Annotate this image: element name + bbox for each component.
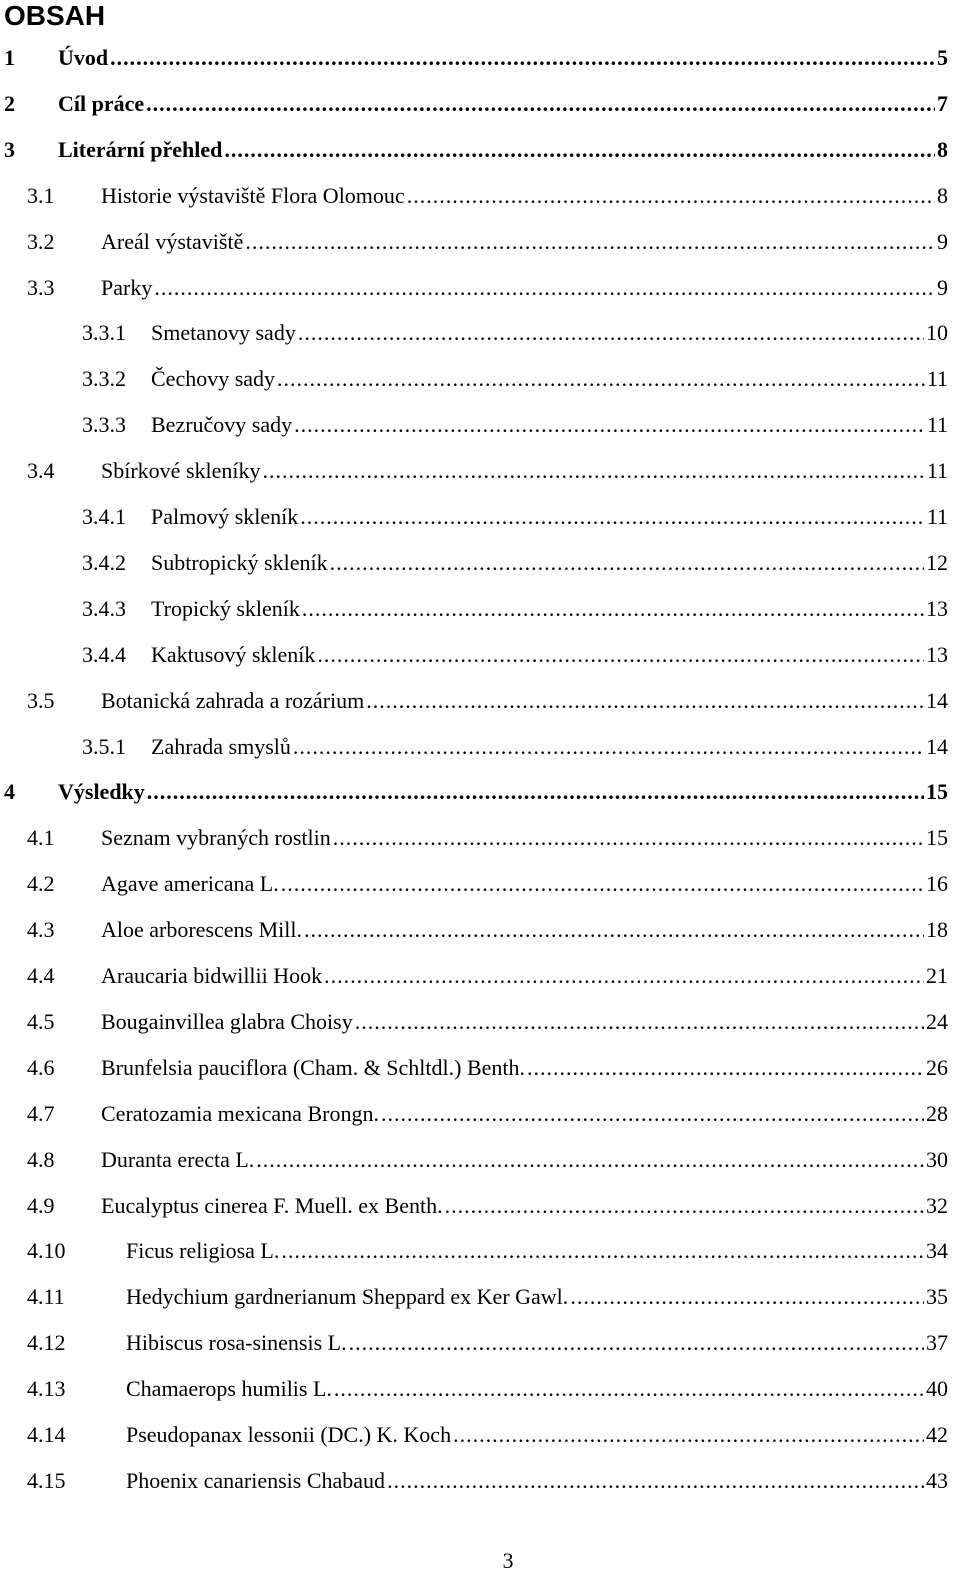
toc-entry[interactable] bbox=[0, 409, 960, 441]
toc-entry-page: 10 bbox=[924, 317, 948, 349]
toc-leader-dots bbox=[300, 501, 925, 533]
toc-leader-dots bbox=[298, 317, 924, 349]
toc-entry-title: Úvod bbox=[58, 42, 110, 74]
toc-leader-dots bbox=[263, 455, 925, 487]
toc-entry-page: 43 bbox=[924, 1465, 948, 1497]
toc-entry-number: 4.9 bbox=[27, 1192, 55, 1218]
toc-entry[interactable] bbox=[0, 501, 960, 533]
toc-entry-page: 11 bbox=[925, 501, 948, 533]
toc-entry-number: 3.4 bbox=[27, 458, 55, 484]
toc-entry-page: 16 bbox=[924, 868, 948, 900]
toc-entry-title: Čechovy sady bbox=[151, 363, 277, 395]
toc-entry-number: 3.3.2 bbox=[82, 366, 126, 392]
toc-entry-page: 26 bbox=[924, 1052, 948, 1084]
toc-entry-number: 3.4.2 bbox=[82, 549, 126, 575]
toc-entry-page: 14 bbox=[924, 685, 948, 717]
toc-leader-dots bbox=[245, 226, 935, 258]
toc-entry[interactable] bbox=[0, 731, 960, 763]
toc-entry-number: 3 bbox=[4, 136, 15, 162]
toc-entry-title: Zahrada smyslů bbox=[151, 731, 293, 763]
toc-entry-number: 3.4.1 bbox=[82, 504, 126, 529]
toc-entry-page: 9 bbox=[935, 226, 948, 258]
toc-entry[interactable] bbox=[0, 1006, 960, 1038]
toc-entry-number: 4 bbox=[4, 779, 15, 805]
toc-entry[interactable] bbox=[0, 639, 960, 671]
toc-entry-number: 4.15 bbox=[27, 1467, 66, 1493]
toc-entry-page: 24 bbox=[924, 1006, 948, 1038]
toc-entry-number: 4.6 bbox=[27, 1054, 55, 1080]
toc-leader-dots bbox=[110, 42, 935, 74]
toc-entry-number: 3.3.1 bbox=[82, 320, 126, 346]
toc-entry-title: Subtropický skleník bbox=[151, 547, 330, 579]
toc-entry-number: 4.12 bbox=[27, 1330, 66, 1356]
toc-entry-title: Sbírkové skleníky bbox=[101, 455, 263, 487]
toc-entry-title: Agave americana L. bbox=[101, 868, 281, 900]
toc-entry-title: Kaktusový skleník bbox=[151, 639, 317, 671]
toc-leader-dots bbox=[277, 363, 925, 395]
toc-leader-dots bbox=[333, 822, 924, 854]
toc-entry-page: 35 bbox=[924, 1281, 948, 1313]
toc-entry-number: 4.2 bbox=[27, 871, 55, 897]
toc-entry-title: Hibiscus rosa-sinensis L. bbox=[126, 1327, 349, 1359]
toc-entry-number: 4.3 bbox=[27, 917, 55, 943]
toc-entry[interactable] bbox=[0, 1419, 960, 1451]
toc-entry-number: 3.1 bbox=[27, 182, 55, 208]
toc-entry-number: 3.3 bbox=[27, 274, 55, 300]
toc-entry-page: 34 bbox=[924, 1235, 948, 1267]
toc-entry-title: Araucaria bidwillii Hook bbox=[101, 960, 324, 992]
toc-entry-title: Ficus religiosa L. bbox=[126, 1235, 281, 1267]
toc-entry-number: 4.10 bbox=[27, 1238, 66, 1264]
toc-leader-dots bbox=[445, 1190, 924, 1222]
toc-entry-title: Ceratozamia mexicana Brongn. bbox=[101, 1098, 381, 1130]
toc-entry-page: 37 bbox=[924, 1327, 948, 1359]
toc-entry-title: Phoenix canariensis Chabaud bbox=[126, 1465, 387, 1497]
toc-entry-number: 4.5 bbox=[27, 1008, 55, 1034]
toc-entry[interactable] bbox=[0, 1098, 960, 1130]
toc-leader-dots bbox=[154, 272, 935, 304]
toc-leader-dots bbox=[349, 1327, 924, 1359]
toc-leader-dots bbox=[281, 1235, 924, 1267]
toc-entry-title: Aloe arborescens Mill. bbox=[101, 914, 304, 946]
toc-entry-title: Smetanovy sady bbox=[151, 317, 298, 349]
toc-entry-page: 18 bbox=[924, 914, 948, 946]
toc-entry-page: 11 bbox=[925, 455, 948, 487]
toc-entry[interactable] bbox=[0, 960, 960, 992]
toc-entry-number: 4.7 bbox=[27, 1100, 55, 1126]
toc-entry[interactable] bbox=[0, 180, 960, 212]
toc-entry-title: Pseudopanax lessonii (DC.) K. Koch bbox=[126, 1419, 453, 1451]
toc-leader-dots bbox=[355, 1006, 924, 1038]
toc-heading: OBSAH bbox=[4, 0, 106, 31]
toc-entry-page: 15 bbox=[924, 776, 948, 808]
toc-entry-page: 13 bbox=[924, 639, 948, 671]
toc-entry-page: 8 bbox=[935, 180, 948, 212]
toc-leader-dots bbox=[387, 1465, 924, 1497]
toc-entry[interactable] bbox=[0, 822, 960, 854]
toc-leader-dots bbox=[330, 547, 924, 579]
toc-entry-page: 15 bbox=[924, 822, 948, 854]
toc-entry-page: 8 bbox=[935, 134, 948, 166]
toc-entry-title: Brunfelsia pauciflora (Cham. & Schltdl.) Benth. bbox=[101, 1052, 527, 1084]
toc-entry-title: Areál výstaviště bbox=[101, 226, 245, 258]
toc-leader-dots bbox=[381, 1098, 924, 1130]
toc-leader-dots bbox=[302, 593, 924, 625]
toc-entry[interactable] bbox=[0, 363, 960, 395]
toc-entry-title: Palmový skleník bbox=[151, 501, 300, 533]
toc-entry[interactable] bbox=[0, 88, 960, 120]
toc-entry[interactable] bbox=[0, 42, 960, 74]
toc-entry-number: 1 bbox=[4, 45, 15, 70]
toc-entry-title: Chamaerops humilis L. bbox=[126, 1373, 334, 1405]
page-number: 3 bbox=[502, 1548, 514, 1573]
toc-entry-page: 13 bbox=[924, 593, 948, 625]
toc-entry-title: Seznam vybraných rostlin bbox=[101, 822, 333, 854]
toc-entry-title: Bougainvillea glabra Choisy bbox=[101, 1006, 355, 1038]
toc-entry-title: Tropický skleník bbox=[151, 593, 302, 625]
toc-entry-title: Eucalyptus cinerea F. Muell. ex Benth. bbox=[101, 1190, 445, 1222]
toc-entry-page: 11 bbox=[925, 363, 948, 395]
toc-leader-dots bbox=[317, 639, 924, 671]
toc-entry-page: 40 bbox=[924, 1373, 948, 1405]
toc-entry-title: Literární přehled bbox=[58, 134, 224, 166]
toc-entry[interactable] bbox=[0, 1465, 960, 1497]
toc-entry-number: 4.1 bbox=[27, 825, 55, 851]
toc-leader-dots bbox=[527, 1052, 924, 1084]
toc-entry-title: Výsledky bbox=[58, 776, 147, 808]
toc-leader-dots bbox=[304, 914, 924, 946]
toc-entry[interactable] bbox=[0, 1052, 960, 1084]
toc-entry[interactable] bbox=[0, 547, 960, 579]
toc-entry[interactable] bbox=[0, 868, 960, 900]
toc-leader-dots bbox=[334, 1373, 924, 1405]
toc-entry-page: 32 bbox=[924, 1190, 948, 1222]
toc-entry-number: 4.11 bbox=[27, 1284, 65, 1310]
toc-leader-dots bbox=[147, 776, 924, 808]
toc-entry-page: 12 bbox=[924, 547, 948, 579]
toc-leader-dots bbox=[453, 1419, 924, 1451]
toc-entry-title: Botanická zahrada a rozárium bbox=[101, 685, 366, 717]
toc-entry-page: 5 bbox=[935, 42, 948, 74]
toc-entry-title: Bezručovy sady bbox=[151, 409, 294, 441]
toc-entry[interactable] bbox=[0, 1281, 960, 1313]
toc-entry[interactable] bbox=[0, 914, 960, 946]
toc-entry-page: 21 bbox=[924, 960, 948, 992]
toc-entry-number: 4.13 bbox=[27, 1376, 66, 1402]
toc-entry-title: Parky bbox=[101, 272, 154, 304]
toc-entry[interactable] bbox=[0, 134, 960, 166]
toc-leader-dots bbox=[281, 868, 924, 900]
toc-entry[interactable] bbox=[0, 1144, 960, 1176]
toc-entry[interactable] bbox=[0, 455, 960, 487]
toc-leader-dots bbox=[407, 180, 935, 212]
toc-entry[interactable] bbox=[0, 776, 960, 808]
toc-entry-number: 2 bbox=[4, 90, 15, 116]
toc-entry[interactable] bbox=[0, 317, 960, 349]
toc-entry-number: 3.5.1 bbox=[82, 733, 126, 759]
toc-entry-number: 4.4 bbox=[27, 963, 55, 988]
toc-leader-dots bbox=[324, 960, 924, 992]
toc-entry-number: 3.3.3 bbox=[82, 412, 126, 438]
toc-entry[interactable] bbox=[0, 1327, 960, 1359]
toc-entry[interactable] bbox=[0, 1373, 960, 1405]
toc-entry-page: 7 bbox=[935, 88, 948, 120]
toc-leader-dots bbox=[366, 685, 924, 717]
toc-entry[interactable] bbox=[0, 593, 960, 625]
toc-entry-page: 30 bbox=[924, 1144, 948, 1176]
toc-entry-page: 14 bbox=[924, 731, 948, 763]
toc-leader-dots bbox=[224, 134, 935, 166]
toc-entry-page: 28 bbox=[924, 1098, 948, 1130]
toc-leader-dots bbox=[294, 409, 925, 441]
toc-entry-number: 4.8 bbox=[27, 1146, 55, 1172]
toc-entry-number: 3.5 bbox=[27, 687, 55, 713]
toc-leader-dots bbox=[570, 1281, 924, 1313]
toc-entry-title: Duranta erecta L. bbox=[101, 1144, 256, 1176]
toc-entry-number: 3.2 bbox=[27, 228, 55, 254]
toc-entry[interactable] bbox=[0, 272, 960, 304]
toc-entry[interactable] bbox=[0, 1190, 960, 1222]
toc-entry[interactable] bbox=[0, 685, 960, 717]
toc-entry-page: 11 bbox=[925, 409, 948, 441]
toc-entry[interactable] bbox=[0, 226, 960, 258]
toc-entry-page: 42 bbox=[924, 1419, 948, 1451]
toc-entry-title: Historie výstaviště Flora Olomouc bbox=[101, 180, 407, 212]
toc-leader-dots bbox=[293, 731, 924, 763]
toc-leader-dots bbox=[146, 88, 935, 120]
toc-entry-number: 3.4.4 bbox=[82, 641, 126, 667]
toc-entry-title: Hedychium gardnerianum Sheppard ex Ker Gawl. bbox=[126, 1281, 570, 1313]
toc-entry[interactable] bbox=[0, 1235, 960, 1267]
toc-entry-number: 3.4.3 bbox=[82, 595, 126, 621]
toc-entry-page: 9 bbox=[935, 272, 948, 304]
toc-leader-dots bbox=[256, 1144, 924, 1176]
toc-entry-number: 4.14 bbox=[27, 1422, 66, 1447]
toc-entry-title: Cíl práce bbox=[58, 88, 146, 120]
